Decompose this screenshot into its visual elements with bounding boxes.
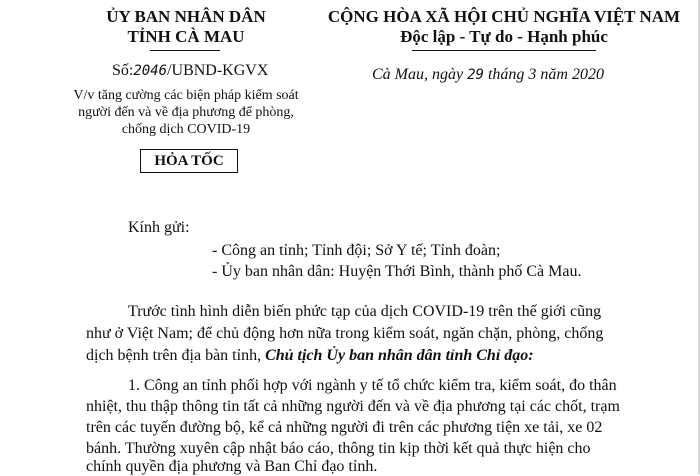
date-place [372,66,604,84]
doc-number-prefix: Số: [112,62,134,79]
intro-line3-plain: dịch bệnh trên địa bàn tỉnh, [86,347,266,364]
date-day: 29 [467,67,484,83]
intro-line1: Trước tình hình diễn biến phức tạp của dịch COVID-19 trên thế giới cũng [128,303,602,320]
subject-line1: V/v tăng cường các biện pháp kiểm soát [73,88,299,103]
subject-line2: người đến và về địa phương để phòng, [78,105,294,120]
recipient-line2: - Ủy ban nhân dân: Huyện Thới Bình, thành phố Cà Mau. [212,263,582,280]
intro-line2: như ở Việt Nam; để chủ động hơn nữa trong kiểm soát, ngăn chặn, phòng, chống [86,325,604,342]
agency-underline [150,50,220,51]
item1-line5: chính quyền địa phương và Ban Chỉ đạo tỉnh. [86,458,378,475]
intro-line3 [86,347,534,365]
doc-number-handwritten: 2046 [133,63,168,79]
recipient-line1: - Công an tỉnh; Tỉnh đội; Sở Y tế; Tỉnh đoàn; [212,242,501,259]
item1-line3: trên các tuyến đường bộ, kể cả những người đi trên các phương tiện xe tải, xe 02 [86,419,603,436]
nation-motto: Độc lập - Tự do - Hạnh phúc [400,27,608,46]
item1-line1: 1. Công an tỉnh phối hợp với ngành y tế tổ chức kiểm tra, kiểm soát, đo thân [128,377,617,394]
date-month-year: tháng 3 năm 2020 [487,66,604,83]
motto-underline [412,50,596,51]
date-place-label: Cà Mau, ngày [372,66,464,83]
doc-number-suffix: /UBND-KGVX [167,62,269,79]
item1-line2: nhiệt, thu thập thông tin tất cả những người đến và về địa phương tại các chốt, trạm [86,398,620,415]
nation-title: CỘNG HÒA XÃ HỘI CHỦ NGHĨA VIỆT NAM [327,7,681,26]
agency-line1: ỦY BAN NHÂN DÂN [106,7,266,26]
urgency-stamp: HỎA TỐC [140,149,238,173]
item1-line4: bánh. Thường xuyên cập nhật báo cáo, thông tin kịp thời kết quả thực hiện cho [86,440,591,457]
agency-line2: TỈNH CÀ MAU [127,27,245,46]
intro-line3-emphasis: Chủ tịch Ủy ban nhân dân tỉnh Chỉ đạo: [265,347,534,364]
document-number [112,62,268,80]
salutation: Kính gửi: [128,219,190,236]
subject-line3: chống dịch COVID-19 [121,122,251,137]
